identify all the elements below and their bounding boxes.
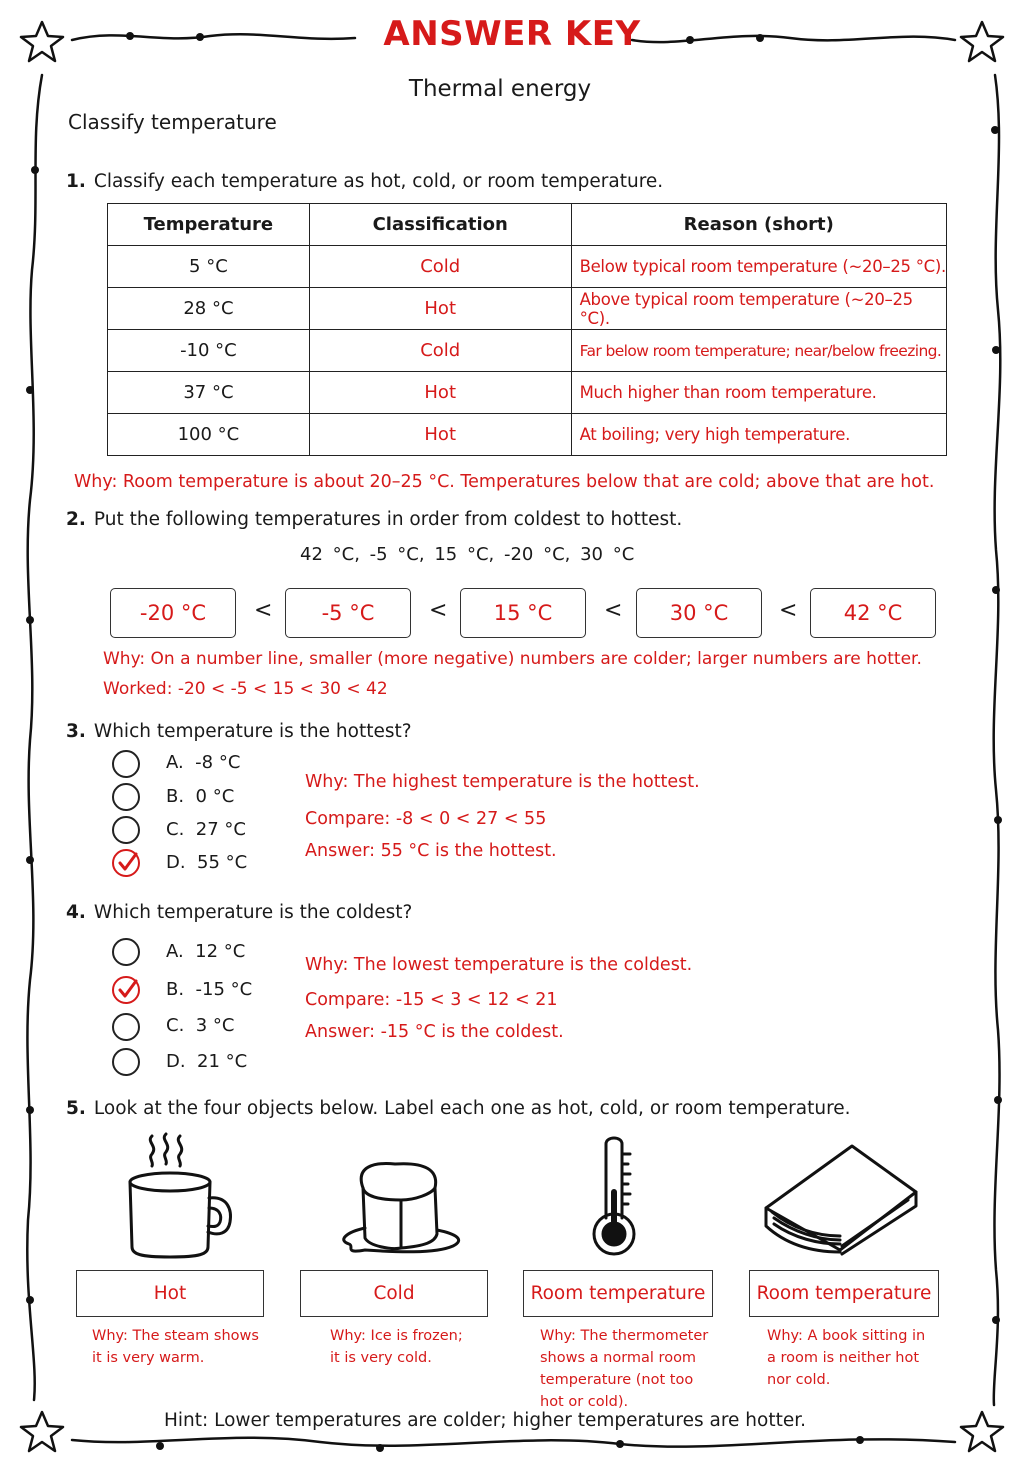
reason-cell: At boiling; very high temperature. — [571, 414, 946, 456]
order-box: 42 °C — [810, 588, 936, 638]
section-heading: Classify temperature — [68, 110, 277, 134]
question-text: Look at the four objects below. Label each one as hot, cold, or room temperature. — [93, 1098, 851, 1119]
q2-explanation: Why: On a number line, smaller (more negative) numbers are colder; larger numbers are hotter. — [103, 649, 922, 669]
reason-cell: Far below room temperature; near/below freezing. — [571, 330, 946, 372]
less-than-sign: < — [604, 598, 623, 623]
option-value: 55 °C — [197, 852, 248, 873]
column-header: Reason (short) — [571, 204, 946, 246]
radio-option-a[interactable] — [112, 750, 140, 778]
option-value: 3 °C — [195, 1015, 235, 1036]
q2-worked: Worked: -20 < -5 < 15 < 30 < 42 — [103, 679, 388, 699]
temperature-cell: 5 °C — [108, 246, 310, 288]
question-text: Put the following temperatures in order from coldest to hottest. — [93, 509, 683, 530]
thermometer-icon — [586, 1132, 646, 1260]
temperature-cell: 28 °C — [108, 288, 310, 330]
question-number: 3. — [66, 721, 86, 742]
question-1 — [66, 171, 663, 192]
option-value: 21 °C — [197, 1051, 248, 1072]
classification-cell: Hot — [309, 372, 571, 414]
label-box-book: Room temperature — [749, 1270, 939, 1317]
table-header-row — [108, 204, 947, 246]
option-value: 12 °C — [195, 941, 246, 962]
explanation-line: Why: A book sitting in — [767, 1328, 926, 1344]
order-box: -5 °C — [285, 588, 411, 638]
hint-text: Hint: Lower temperatures are colder; higher temperatures are hotter. — [163, 1410, 807, 1431]
option-letter: A. — [166, 752, 184, 773]
option-letter: C. — [166, 1015, 185, 1036]
q4-why: Why: The lowest temperature is the coldest. — [305, 955, 693, 975]
option-d — [166, 1051, 247, 1072]
reason-cell: Below typical room temperature (~20–25 °C). — [571, 246, 946, 288]
q3-answer: Answer: 55 °C is the hottest. — [305, 841, 557, 861]
question-text: Which temperature is the hottest? — [93, 721, 412, 742]
temperature-cell: -10 °C — [108, 330, 310, 372]
option-value: -8 °C — [195, 752, 241, 773]
order-box: -20 °C — [110, 588, 236, 638]
question-number: 1. — [66, 171, 86, 192]
order-box: 30 °C — [636, 588, 762, 638]
explanation-line: a room is neither hot — [767, 1350, 920, 1366]
explanation-line: Why: The thermometer — [540, 1328, 709, 1344]
checkmark-icon — [115, 851, 139, 875]
option-letter: B. — [166, 786, 185, 807]
checkmark-icon — [115, 978, 139, 1002]
option-letter: D. — [166, 1051, 186, 1072]
mug-explanation — [92, 1325, 259, 1369]
radio-option-b-selected[interactable] — [112, 976, 140, 1004]
option-letter: D. — [166, 852, 186, 873]
question-number: 2. — [66, 509, 86, 530]
column-header: Classification — [309, 204, 571, 246]
less-than-sign: < — [429, 598, 448, 623]
less-than-sign: < — [779, 598, 798, 623]
radio-option-d-selected[interactable] — [112, 849, 140, 877]
option-a — [166, 941, 245, 962]
explanation-line: shows a normal room — [540, 1350, 697, 1366]
question-text: Classify each temperature as hot, cold, or room temperature. — [93, 171, 664, 192]
mug-icon — [120, 1132, 240, 1262]
temperature-cell: 100 °C — [108, 414, 310, 456]
explanation-line: temperature (not too — [540, 1372, 694, 1388]
radio-option-c[interactable] — [112, 816, 140, 844]
ice-explanation — [330, 1325, 463, 1369]
radio-option-d[interactable] — [112, 1048, 140, 1076]
option-c — [166, 1015, 235, 1036]
table-row — [108, 246, 947, 288]
option-c — [166, 819, 246, 840]
option-b — [166, 979, 252, 1000]
order-box: 15 °C — [460, 588, 586, 638]
question-number: 5. — [66, 1098, 86, 1119]
option-a — [166, 752, 240, 773]
column-header: Temperature — [108, 204, 310, 246]
option-value: -15 °C — [195, 979, 253, 1000]
classification-cell: Hot — [309, 288, 571, 330]
question-number: 4. — [66, 902, 86, 923]
question-3 — [66, 721, 412, 742]
classification-cell: Cold — [309, 330, 571, 372]
option-b — [166, 786, 234, 807]
given-temperatures: 42 °C, -5 °C, 15 °C, -20 °C, 30 °C — [300, 544, 635, 565]
q1-explanation: Why: Room temperature is about 20–25 °C. Temperatures below that are cold; above that are hot. — [74, 472, 935, 492]
option-value: 0 °C — [195, 786, 235, 807]
classification-table — [107, 203, 947, 456]
label-box-thermometer: Room temperature — [523, 1270, 713, 1317]
thermometer-explanation — [540, 1325, 708, 1413]
question-5 — [66, 1098, 851, 1119]
q3-why: Why: The highest temperature is the hottest. — [305, 772, 700, 792]
explanation-line: nor cold. — [767, 1372, 831, 1388]
question-text: Which temperature is the coldest? — [93, 902, 413, 923]
book-icon — [760, 1142, 920, 1258]
less-than-sign: < — [254, 598, 273, 623]
explanation-line: Why: The steam shows — [92, 1328, 259, 1344]
q4-answer: Answer: -15 °C is the coldest. — [305, 1022, 564, 1042]
table-row — [108, 414, 947, 456]
radio-option-b[interactable] — [112, 783, 140, 811]
explanation-line: it is very warm. — [92, 1350, 205, 1366]
option-letter: C. — [166, 819, 185, 840]
label-box-ice: Cold — [300, 1270, 488, 1317]
table-row — [108, 372, 947, 414]
explanation-line: hot or cold). — [540, 1394, 629, 1410]
explanation-line: it is very cold. — [330, 1350, 432, 1366]
table-row — [108, 330, 947, 372]
classification-cell: Cold — [309, 246, 571, 288]
option-value: 27 °C — [195, 819, 246, 840]
question-2 — [66, 509, 682, 530]
option-letter: B. — [166, 979, 185, 1000]
option-d — [166, 852, 247, 873]
reason-cell: Much higher than room temperature. — [571, 372, 946, 414]
page-subtitle: Thermal energy — [408, 76, 592, 102]
explanation-line: Why: Ice is frozen; — [330, 1328, 463, 1344]
ice-cube-icon — [335, 1158, 470, 1256]
q4-compare: Compare: -15 < 3 < 12 < 21 — [305, 990, 558, 1010]
table-row — [108, 288, 947, 330]
classification-cell: Hot — [309, 414, 571, 456]
option-letter: A. — [166, 941, 184, 962]
q3-compare: Compare: -8 < 0 < 27 < 55 — [305, 809, 547, 829]
label-box-mug: Hot — [76, 1270, 264, 1317]
page-title: ANSWER KEY — [383, 14, 641, 54]
temperature-cell: 37 °C — [108, 372, 310, 414]
radio-option-c[interactable] — [112, 1013, 140, 1041]
book-explanation — [767, 1325, 925, 1391]
question-4 — [66, 902, 412, 923]
reason-cell: Above typical room temperature (~20–25 °C). — [571, 288, 946, 330]
radio-option-a[interactable] — [112, 938, 140, 966]
